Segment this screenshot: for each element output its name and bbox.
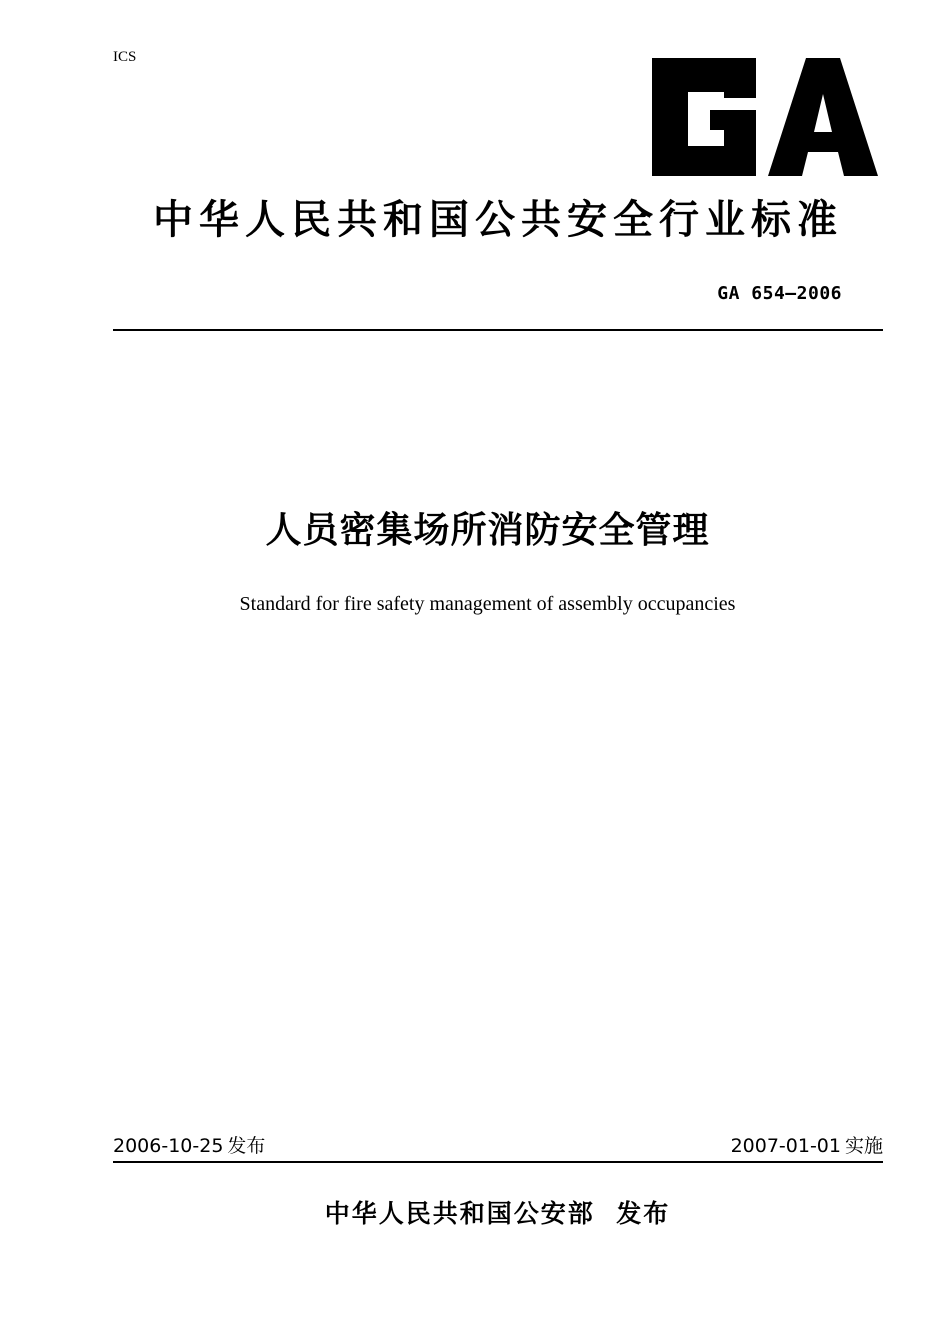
implementation-date: 2007-01-01 bbox=[730, 1135, 841, 1157]
document-title-english: Standard for fire safety management of assembly occupancies bbox=[239, 593, 736, 615]
ga-logo-letter-g bbox=[652, 58, 756, 176]
ics-label: ICS bbox=[113, 49, 137, 65]
issue-date-line bbox=[113, 1134, 265, 1158]
document-title-chinese: 人员密集场所消防安全管理 bbox=[265, 510, 710, 551]
ministry-standard-heading: 中华人民共和国公共安全行业标准 bbox=[153, 197, 843, 243]
publisher-line: 中华人民共和国公安部 发布 bbox=[324, 1199, 671, 1228]
bottom-divider bbox=[113, 1161, 883, 1163]
issue-date: 2006-10-25 bbox=[113, 1135, 224, 1157]
ga-logo-letter-a bbox=[768, 58, 878, 176]
top-divider bbox=[113, 329, 883, 331]
ga-logo bbox=[646, 58, 878, 180]
issue-label: 发布 bbox=[227, 1135, 266, 1157]
implementation-label: 实施 bbox=[844, 1135, 883, 1157]
implementation-date-line bbox=[731, 1134, 883, 1158]
standard-number: GA 654—2006 bbox=[717, 283, 842, 304]
